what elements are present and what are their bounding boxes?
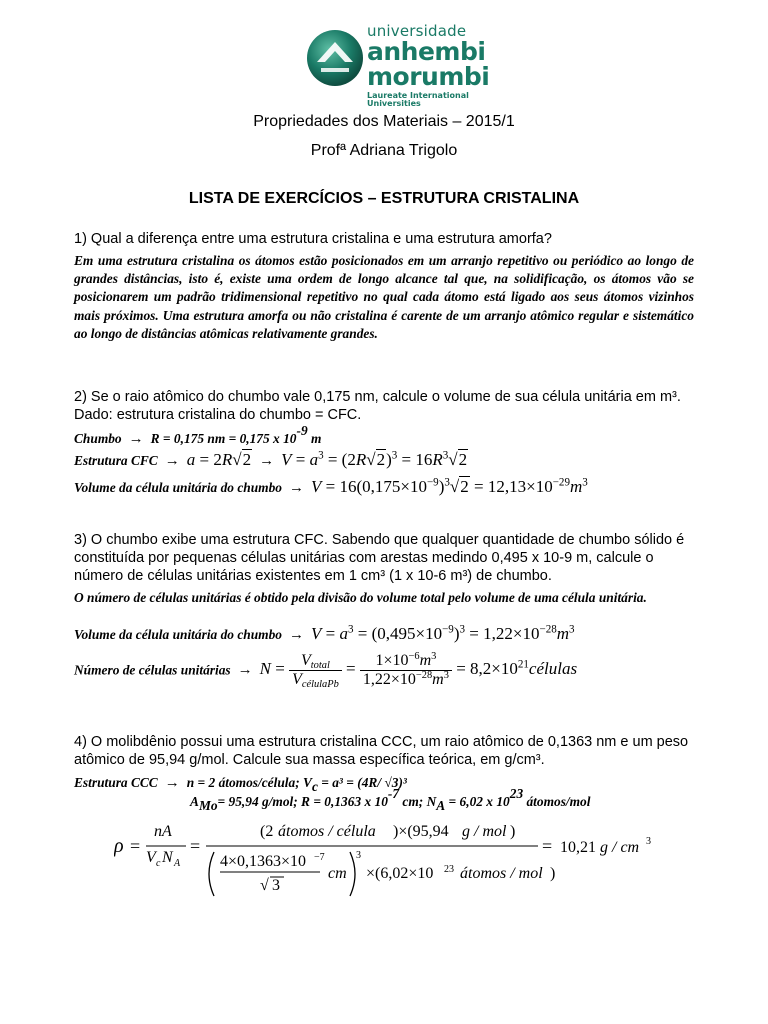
- answer-1: Em uma estrutura cristalina os átomos estão posicionados em um arranjo repetitivo ou periódico ao longo de grandes distâncias, isto é, existe uma ordem de longo alcance tal que, na solidificação, os átomos vão se posicionarem um padrão tridimensional repetitivo no qual cada átomo está ligado aos seus átomos vizinhos mais próximos. Uma estrutura amorfa ou não cristalina é carente de um arranjo atômico regular e sistemático ao longo de distâncias atômicas relativamente grandes.: [74, 253, 694, 341]
- q4-equation-constants: $A_{Mo}= 95,94$ g/mol; R = 0,1363 x $10^{-7}$ cm; $N_A = 6,02$ x $10^{23}$ átomos/mol: [190, 785, 591, 814]
- exercise-list-title: LISTA DE EXERCÍCIOS – ESTRUTURA CRISTALINA: [188, 190, 580, 207]
- question-1: 1) Qual a diferença entre uma estrutura cristalina e uma estrutura amorfa?: [74, 231, 552, 247]
- q3-equation-volume: [74, 624, 575, 644]
- svg-text:10,21: 10,21: [560, 839, 596, 856]
- answer-3: O número de células unitárias é obtido pela divisão do volume total pelo volume de uma célula unitária.: [74, 590, 647, 605]
- logo-line-morumbi: morumbi: [367, 62, 490, 91]
- svg-text:ρ: ρ: [114, 835, 124, 857]
- svg-text:g / cm: g / cm: [600, 839, 640, 856]
- q2-radius-value: R = 0,175 nm = 0,175 x 10: [150, 431, 297, 446]
- svg-text:A: A: [174, 858, 181, 869]
- q4-label-ccc: Estrutura CCC: [74, 775, 158, 790]
- university-emblem-icon: [305, 28, 365, 88]
- svg-text:átomos / mol: átomos / mol: [460, 865, 543, 882]
- svg-text:(2: (2: [260, 823, 274, 840]
- q4-constants-b: cm; N: [399, 794, 437, 809]
- q2-volume-result: $V = 16(0,175\times 10^{-9})^3√2 = 12,13\times 10^{-29}m^3$: [310, 476, 588, 496]
- question-4: 4) O molibdênio possui uma estrutura cristalina CCC, um raio atômico de 0,1363 nm e um peso atômico de 95,94 g/mol. Calcule sua massa específica teórica, em g/cm³.: [74, 734, 689, 768]
- arrow-icon: →: [164, 775, 180, 791]
- q4-volume-formula: = a³ = (4R/ √3)³: [317, 775, 407, 790]
- q2-equation-radius: [74, 422, 322, 448]
- svg-text:g / mol: g / mol: [462, 823, 507, 840]
- svg-text:)×(95,94: )×(95,94: [393, 823, 449, 840]
- q4-structure-text: n = 2 átomos/célula; V: [186, 775, 312, 790]
- professor-name: Profª Adriana Trigolo: [310, 142, 458, 159]
- q2-equation-cfc: [74, 450, 468, 470]
- q2-label-chumbo: Chumbo: [74, 431, 122, 446]
- svg-text:cm: cm: [328, 865, 347, 882]
- q3-label-volume: Volume da célula unitária do chumbo: [74, 627, 282, 642]
- svg-text:=: =: [542, 836, 553, 856]
- q3-volume-result: $V = a^3 = (0,495\times 10^{-9})^3 = 1,22\times 10^{-28}m^3$: [310, 623, 575, 643]
- question-3: 3) O chumbo exibe uma estrutura CFC. Sabendo que qualquer quantidade de chumbo sólido é constituída por pequenas células unitárias com arestas medindo 0,495 x 10-9 m, calcule o número de células unitárias existentes em 1 cm³ (1 x 10-6 m³) de chumbo.: [74, 532, 685, 584]
- logo-line-universidade: universidade: [367, 22, 467, 40]
- q4-constants-c: = 6,02 x 10: [445, 794, 510, 809]
- svg-text:√: √: [260, 877, 269, 894]
- logo-line-anhembi: anhembi: [367, 37, 486, 66]
- svg-text:N: N: [162, 849, 173, 866]
- q2-radius-exponent: -9: [296, 422, 308, 438]
- svg-text:átomos / célula: átomos / célula: [278, 823, 376, 840]
- arrow-icon: →: [237, 662, 253, 679]
- svg-text:=: =: [190, 836, 201, 856]
- svg-text:): ): [550, 865, 556, 882]
- q2-radius-unit: m: [307, 431, 322, 446]
- svg-text:3: 3: [646, 836, 651, 847]
- q4-density-formula: [114, 818, 674, 900]
- svg-text:3: 3: [356, 850, 361, 861]
- q2-label-cfc: Estrutura CFC: [74, 453, 158, 468]
- q2-label-volume: Volume da célula unitária do chumbo: [74, 480, 282, 495]
- q3-equation-cells: [74, 652, 577, 689]
- q2-equation-result: [74, 477, 588, 497]
- university-logo: [305, 22, 505, 108]
- q4-constants-a: = 95,94 g/mol; R = 0,1363 x 10: [217, 794, 388, 809]
- svg-text:=: =: [130, 836, 141, 856]
- svg-text:23: 23: [444, 864, 454, 875]
- svg-text:c: c: [156, 858, 161, 869]
- arrow-icon: →: [164, 453, 180, 469]
- svg-text:4×0,1363×10: 4×0,1363×10: [220, 853, 307, 870]
- logo-line-laureate: Laureate International Universities: [367, 91, 469, 108]
- q3-cells-formula: N = $\frac{V_{total}}{V_{célulaPb}}$ = $\frac{1\times 10^{-6}m^3}{1,22\times 10^{-28}m^3}$ = $8,2\times 10^{21}células$: [259, 650, 578, 691]
- q2-formula-volume: $V = a^3 = (2R√2)^3 = 16R^3√2$: [281, 449, 468, 469]
- q3-label-cells: Número de células unitárias: [74, 662, 231, 678]
- svg-text:): ): [510, 823, 516, 840]
- question-2: 2) Se o raio atômico do chumbo vale 0,175 nm, calcule o volume de sua célula unitária em m³. Dado: estrutura cristalina do chumbo = CFC.: [74, 389, 681, 423]
- svg-text:−7: −7: [314, 852, 325, 863]
- svg-text:3: 3: [272, 877, 280, 894]
- arrow-icon: →: [288, 480, 304, 496]
- q4-constants-d: átomos/mol: [523, 794, 591, 809]
- arrow-icon: →: [288, 627, 304, 643]
- arrow-icon: →: [259, 453, 275, 469]
- arrow-icon: →: [128, 431, 144, 447]
- q3-cells-word: células: [528, 659, 578, 679]
- course-title: Propriedades dos Materiais – 2015/1: [253, 113, 515, 130]
- svg-text:×(6,02×10: ×(6,02×10: [366, 865, 434, 882]
- svg-text:V: V: [146, 849, 156, 866]
- q2-formula-edge: a = 2R√2: [186, 450, 252, 469]
- svg-text:nA: nA: [154, 823, 172, 840]
- q4-equation-structure: Estrutura CCC → n = 2 átomos/célula; $V_c = a^3 = (4R/$ √3)³: [74, 775, 407, 795]
